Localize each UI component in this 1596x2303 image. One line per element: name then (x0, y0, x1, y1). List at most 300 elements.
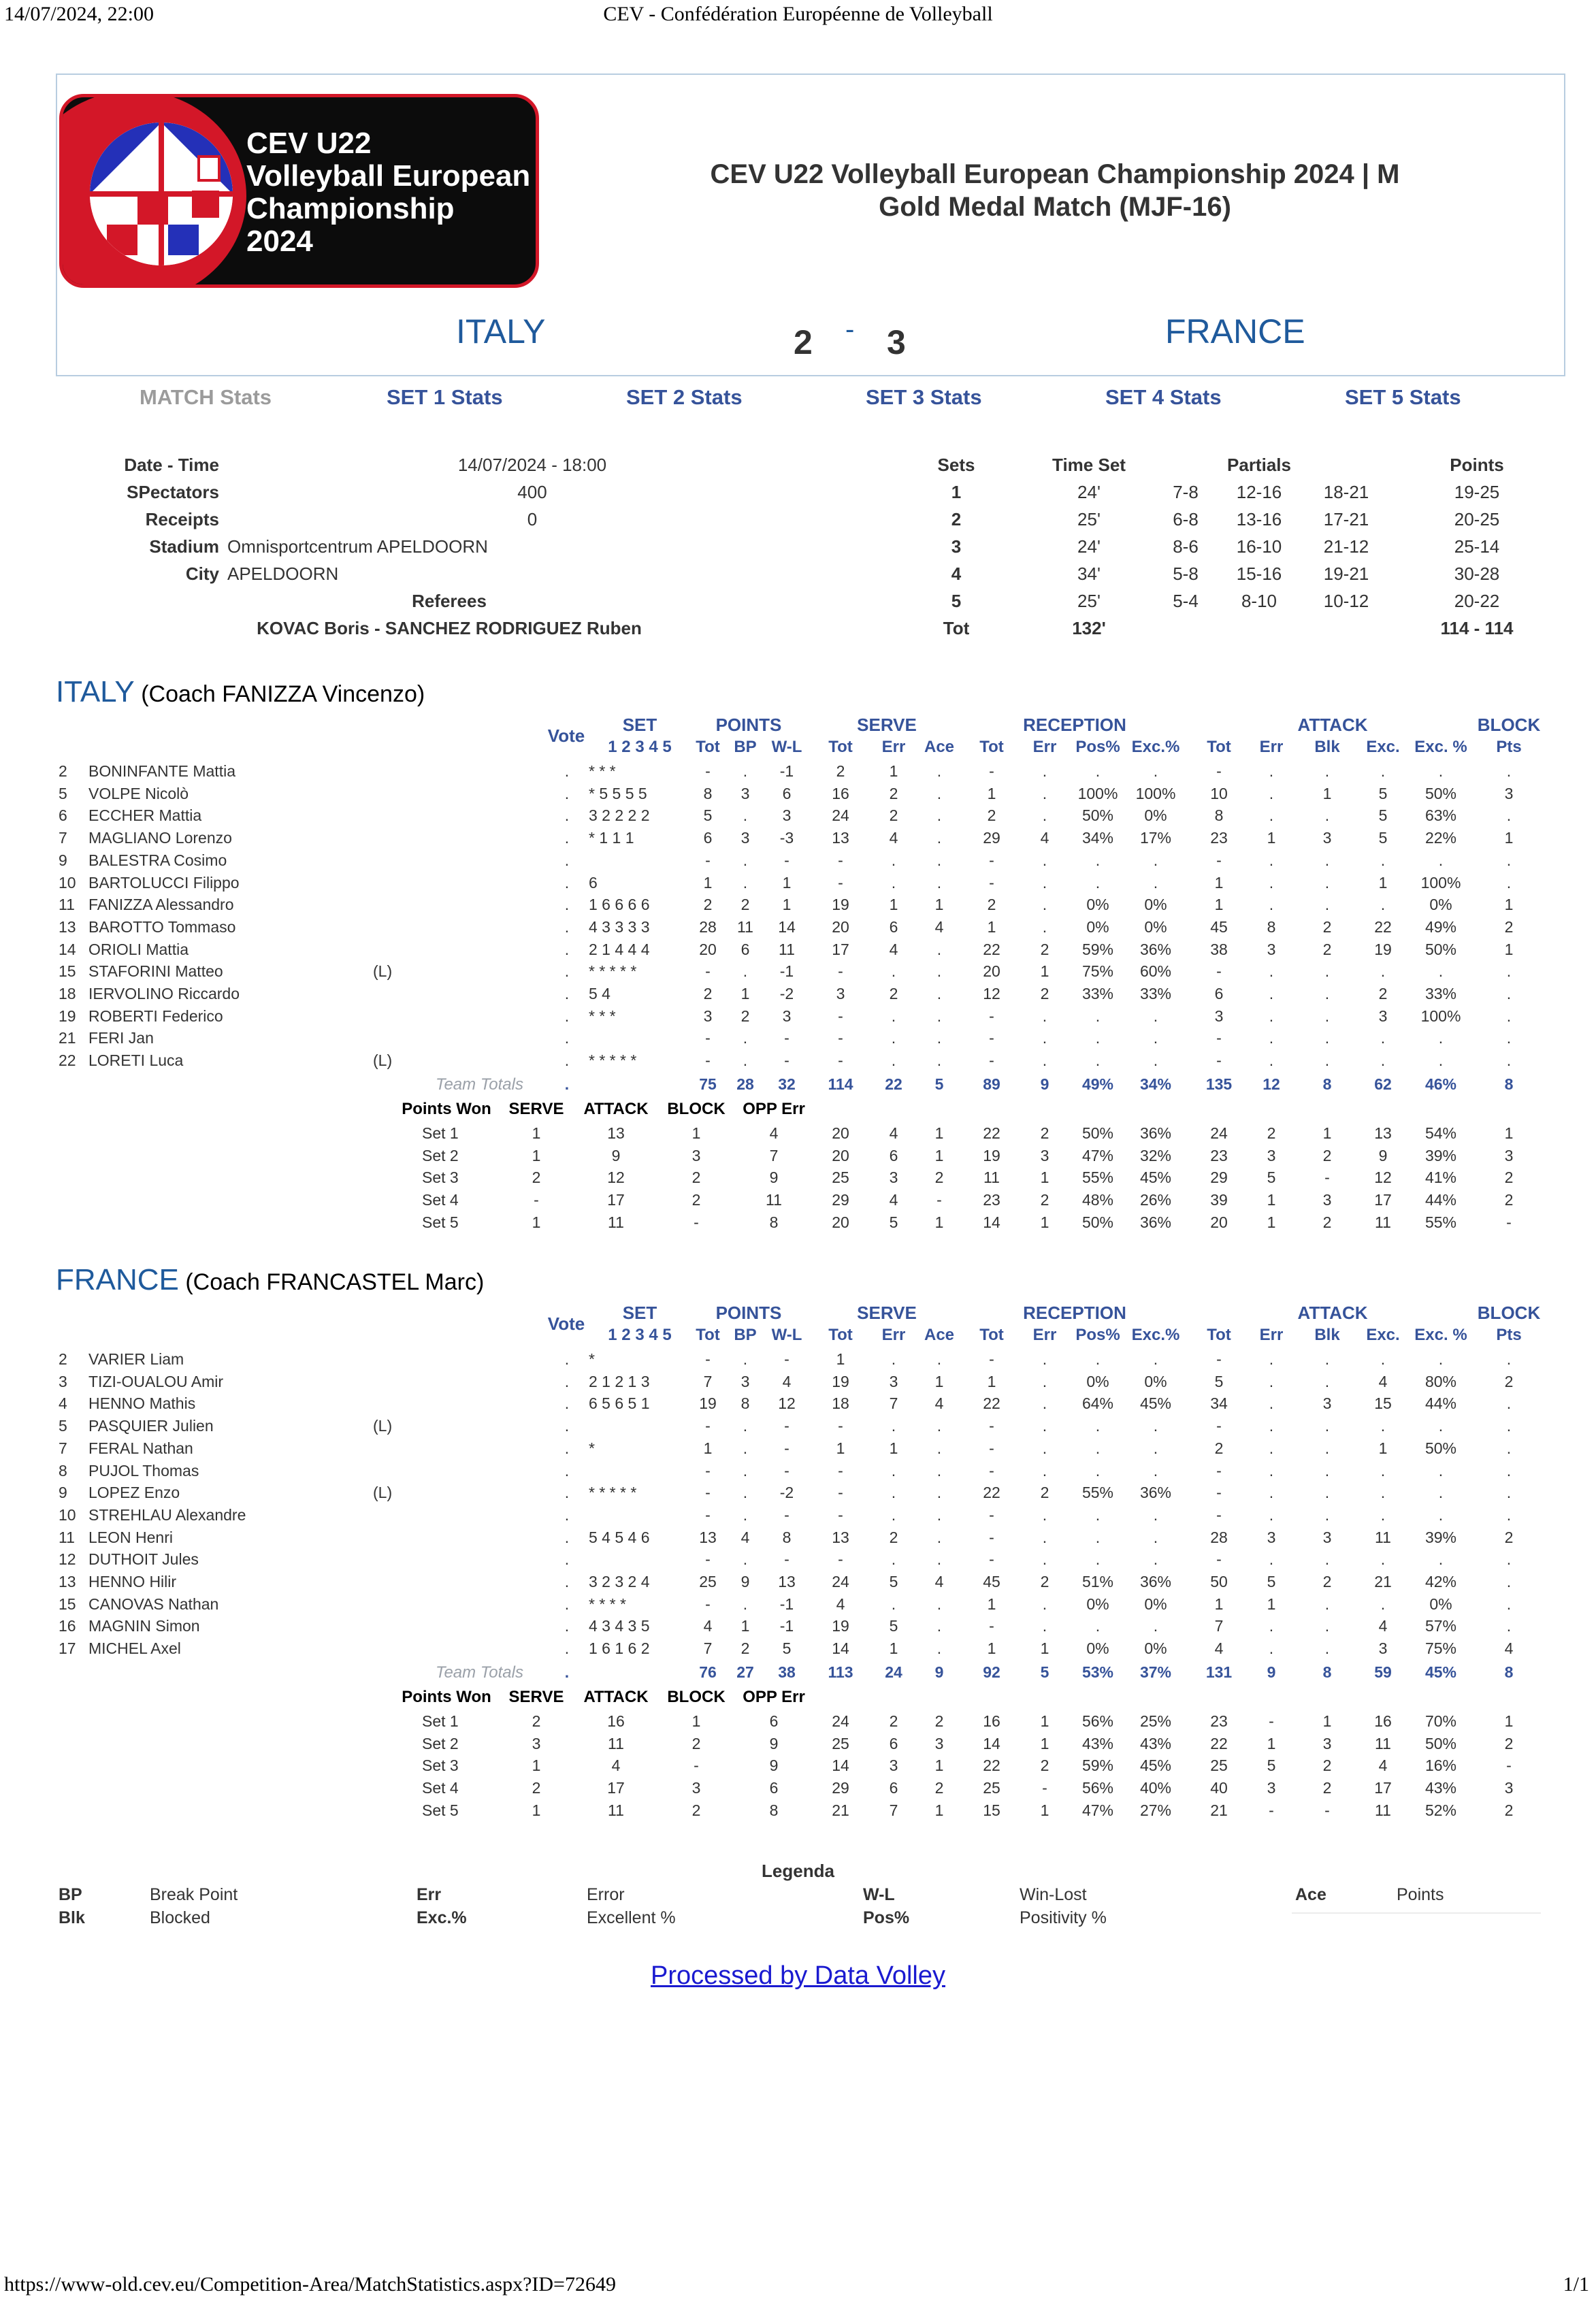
info-value: APELDOORN (227, 564, 339, 584)
player-stat: 28 (699, 917, 717, 936)
player-stat: . (1269, 1484, 1274, 1502)
player-stat: - (838, 1051, 843, 1070)
set-row-stat: 1 (1267, 1734, 1276, 1752)
player-name: IERVOLINO Riccardo (88, 985, 240, 1002)
player-stat: . (1095, 1528, 1101, 1546)
player-stat: 29 (983, 829, 1000, 847)
player-stat: . (1324, 1350, 1330, 1368)
player-stat: - (989, 1350, 994, 1368)
player-stat: . (743, 1484, 748, 1502)
player-stat: . (1380, 962, 1386, 981)
player-stat: 1 (836, 1350, 845, 1368)
player-stat: . (937, 1505, 942, 1524)
team-heading (56, 1263, 484, 1297)
set-row-stat: 2 (1040, 1757, 1049, 1775)
set-row-stat: 1 (532, 1213, 541, 1231)
player-stat: 6 (740, 940, 750, 958)
set-row-stat: 45% (1139, 1757, 1172, 1775)
set-row-stat: 11 (766, 1190, 782, 1209)
player-stat: 0% (1086, 896, 1109, 914)
player-name: MICHEL Axel (88, 1639, 181, 1658)
player-stat: 80% (1424, 1372, 1457, 1390)
player-stat: 19 (832, 1372, 849, 1390)
player-stat: 13 (832, 829, 849, 847)
player-stat: 1 (1504, 940, 1514, 958)
player-stat: 24 (832, 806, 849, 825)
set-time: 25' (1077, 509, 1101, 529)
player-stat: . (937, 873, 942, 892)
player-number: 14 (59, 940, 76, 958)
player-stat: . (1153, 1439, 1158, 1457)
team-total-stat: 135 (1205, 1075, 1233, 1093)
set-row-stat: 3 (691, 1778, 701, 1797)
player-name: CANOVAS Nathan (88, 1595, 219, 1613)
player-number: 21 (59, 1029, 76, 1047)
set-row-stat: 1 (1504, 1712, 1514, 1730)
set-row-stat: 24 (832, 1712, 849, 1730)
player-stat: . (1506, 1505, 1512, 1524)
player-stat: 2 (1504, 1528, 1514, 1546)
player-stat: - (705, 851, 711, 869)
stat-subheader: Tot (979, 1326, 1004, 1344)
player-stat: . (891, 1550, 896, 1569)
set-row-label: Set 1 (422, 1124, 459, 1142)
player-stat: 0% (1144, 917, 1167, 936)
stat-subheader: 1 2 3 4 5 (608, 738, 672, 756)
logo-text: CEV U22 Volleyball European Championship 2024 (246, 127, 531, 258)
player-stat: . (1380, 896, 1386, 914)
player-stat: . (743, 1439, 748, 1457)
player-stat: 1 (1267, 829, 1276, 847)
set-row-stat: 40 (1210, 1778, 1228, 1797)
player-stat: 22 (1374, 917, 1392, 936)
set-time: 132' (1072, 618, 1106, 638)
stat-subheader: Err (1259, 738, 1284, 756)
player-stat: - (838, 873, 843, 892)
set-points: 114 - 114 (1440, 618, 1514, 638)
set-row-stat: 70% (1424, 1712, 1457, 1730)
partials-header: Partials (1227, 455, 1291, 475)
set-row-stat: 14 (983, 1734, 1000, 1752)
player-stat: 5 (1378, 829, 1388, 847)
set-row-stat: 44% (1424, 1190, 1457, 1209)
player-name: FERI Jan (88, 1029, 154, 1047)
player-stat: . (1269, 1461, 1274, 1480)
player-stat: . (1269, 1007, 1274, 1025)
player-stat: 39% (1424, 1528, 1457, 1546)
player-stat: 63% (1424, 806, 1457, 825)
player-stat: 23 (1210, 829, 1228, 847)
tab-set-3-stats[interactable]: SET 3 Stats (866, 385, 982, 409)
player-stat: . (1324, 1051, 1330, 1070)
legend-divider (1292, 1912, 1541, 1914)
player-stat: . (1506, 1007, 1512, 1025)
team-name: FRANCE (56, 1263, 179, 1296)
set-row-stat: 2 (1322, 1757, 1332, 1775)
player-stat: 19 (832, 1617, 849, 1635)
set-row-stat: 2 (532, 1778, 541, 1797)
legend-description: Break Point (150, 1885, 238, 1904)
player-vote: . (564, 1617, 570, 1635)
player-stat: . (1042, 784, 1047, 802)
set-row-stat: 50% (1081, 1213, 1114, 1231)
player-stat: . (1042, 1029, 1047, 1047)
legend-abbreviation: Exc.% (417, 1908, 467, 1927)
player-sets-played: 4 3 4 3 5 (589, 1617, 650, 1635)
player-stat: 8 (1267, 917, 1276, 936)
info-value: Omnisportcentrum APELDOORN (227, 536, 488, 557)
player-stat: 10 (1210, 784, 1228, 802)
stats-tabs (0, 382, 1596, 414)
player-stat: - (1216, 962, 1222, 981)
set-row-label: Set 5 (422, 1801, 459, 1819)
libero-flag: (L) (373, 1051, 393, 1070)
set-row-stat: 25 (832, 1734, 849, 1752)
legend-abbreviation: W-L (863, 1885, 895, 1904)
player-stat: . (891, 1484, 896, 1502)
player-stat: 33% (1081, 985, 1114, 1002)
player-stat: - (838, 851, 843, 869)
player-stat: 2 (1040, 1573, 1049, 1590)
player-stat: . (1269, 1617, 1274, 1635)
player-stat: 6 (703, 829, 713, 847)
player-vote: . (564, 1528, 570, 1546)
player-stat: 0% (1144, 806, 1167, 825)
player-sets-played: * * * * * (589, 1484, 637, 1502)
points-won-header: Points Won (402, 1687, 491, 1706)
player-vote: . (564, 1461, 570, 1480)
player-stat: 0% (1144, 1595, 1167, 1613)
set-row-stat: 16 (1374, 1712, 1392, 1730)
set-row-stat: 20 (832, 1213, 849, 1231)
set-number: 4 (951, 564, 962, 584)
player-number: 15 (59, 1595, 76, 1613)
player-stat: . (1506, 806, 1512, 825)
set-row-stat: 24 (1210, 1124, 1228, 1142)
set-row-stat: 1 (934, 1801, 944, 1819)
player-sets-played: * * * * (589, 1595, 626, 1613)
set-row-stat: 3 (934, 1734, 944, 1752)
player-vote: . (564, 1394, 570, 1413)
player-vote: . (564, 1417, 570, 1435)
libero-flag: (L) (373, 1484, 393, 1502)
team-total-vote: . (564, 1663, 570, 1681)
player-stat: - (705, 1350, 711, 1368)
player-stat: . (1095, 1051, 1101, 1070)
player-stat: - (1216, 1461, 1222, 1480)
tab-set-5-stats[interactable]: SET 5 Stats (1345, 385, 1461, 409)
player-stat: 1 (889, 896, 898, 914)
player-stat: 1 (703, 873, 713, 892)
player-stat: . (1042, 1417, 1047, 1435)
set-row-stat: 1 (532, 1146, 541, 1164)
player-stat: 0% (1144, 896, 1167, 914)
player-stat: 28 (1210, 1528, 1228, 1546)
player-stat: . (1042, 1595, 1047, 1613)
player-stat: 38 (1210, 940, 1228, 958)
player-stat: . (891, 1029, 896, 1047)
player-stat: . (891, 1350, 896, 1368)
player-stat: 1 (934, 1372, 944, 1390)
player-stat: 5 (889, 1573, 898, 1590)
player-stat: 2 (1378, 985, 1388, 1002)
player-stat: 45 (983, 1573, 1000, 1590)
tab-match-stats[interactable]: MATCH Stats (140, 385, 272, 409)
player-name: STAFORINI Matteo (88, 962, 223, 981)
player-number: 11 (59, 1528, 75, 1546)
competition-name: CEV U22 Volleyball European Championship 2024 | M (710, 159, 1400, 189)
legend-abbreviation: Err (417, 1885, 442, 1904)
player-number: 13 (59, 917, 76, 936)
player-stat: - (989, 1461, 994, 1480)
points-won-header: ATTACK (583, 1099, 649, 1118)
player-sets-played: 4 3 3 3 3 (589, 917, 650, 936)
player-number: 5 (59, 1417, 67, 1435)
home-team-name: ITALY (456, 312, 546, 350)
player-stat: . (891, 1595, 896, 1613)
player-stat: 3 (740, 1372, 750, 1390)
player-vote: . (564, 1007, 570, 1025)
player-stat: 2 (740, 1639, 750, 1658)
set-row-stat: 2 (1504, 1801, 1514, 1819)
tab-set-2-stats[interactable]: SET 2 Stats (626, 385, 743, 409)
player-stat: . (1269, 1417, 1274, 1435)
player-stat: 5 (889, 1617, 898, 1635)
player-stat: . (1042, 851, 1047, 869)
player-sets-played: * (589, 1439, 595, 1457)
set-row-label: Set 4 (422, 1190, 459, 1209)
player-stat: 13 (832, 1528, 849, 1546)
set-row-stat: 3 (1267, 1778, 1276, 1797)
set-row-stat: 1 (532, 1124, 541, 1142)
player-stat: 12 (778, 1394, 796, 1413)
info-label: SPectators (127, 482, 219, 502)
player-sets-played: * (589, 1350, 595, 1368)
player-name: BAROTTO Tommaso (88, 917, 236, 936)
player-number: 22 (59, 1051, 76, 1070)
set-row-stat: 11 (983, 1169, 1000, 1187)
player-stat: 4 (934, 917, 944, 936)
set-row-stat: - (534, 1190, 539, 1209)
set-row-label: Set 1 (422, 1712, 459, 1730)
player-stat: . (937, 1051, 942, 1070)
player-stat: 1 (1267, 1595, 1276, 1613)
away-team-name: FRANCE (1165, 312, 1305, 350)
set-row-stat: 2 (1504, 1734, 1514, 1752)
player-stat: . (937, 1417, 942, 1435)
player-vote: . (564, 1439, 570, 1457)
team-total-stat: 34% (1139, 1075, 1172, 1093)
set-row-stat: 5 (889, 1213, 898, 1231)
player-stat: - (705, 1417, 711, 1435)
libero-flag: (L) (373, 962, 393, 981)
player-stat: 1 (1322, 784, 1332, 802)
player-vote: . (564, 962, 570, 981)
player-sets-played: * * * * * (589, 1051, 637, 1070)
info-label: Date - Time (124, 455, 219, 475)
set-row-stat: 21 (1210, 1801, 1228, 1819)
stat-subheader: BP (734, 738, 757, 756)
set-row-stat: 1 (532, 1801, 541, 1819)
player-stat: 50% (1424, 1439, 1457, 1457)
team-total-stat: 38 (778, 1663, 796, 1681)
set-row-stat: 22 (983, 1124, 1000, 1142)
player-stat: . (1095, 1617, 1101, 1635)
print-date: 14/07/2024, 22:00 (4, 3, 154, 25)
set-row-stat: 3 (691, 1146, 701, 1164)
player-stat: . (937, 1528, 942, 1546)
championship-logo (59, 94, 539, 288)
player-stat: . (891, 1007, 896, 1025)
player-stat: 7 (889, 1394, 898, 1413)
set-row-stat: 2 (1040, 1124, 1049, 1142)
player-stat: - (705, 1484, 711, 1502)
tab-set-4-stats[interactable]: SET 4 Stats (1105, 385, 1222, 409)
player-name: VOLPE Nicolò (88, 784, 189, 802)
player-stat: 1 (987, 1595, 996, 1613)
player-stat: . (743, 762, 748, 780)
player-number: 2 (59, 1350, 67, 1368)
sets-header: Sets (937, 455, 975, 475)
player-stat: - (1216, 1505, 1222, 1524)
player-stat: . (1042, 917, 1047, 936)
set-row-stat: - (1269, 1712, 1274, 1730)
set-row-stat: 11 (608, 1213, 624, 1231)
player-number: 6 (59, 806, 67, 825)
player-stat: 1 (987, 1639, 996, 1658)
player-stat: 2 (987, 806, 996, 825)
player-stat: 13 (778, 1573, 796, 1590)
player-name: LEON Henri (88, 1528, 173, 1546)
player-vote: . (564, 762, 570, 780)
player-stat: - (989, 1051, 994, 1070)
player-stat: 50 (1210, 1573, 1228, 1590)
player-name: FANIZZA Alessandro (88, 896, 234, 914)
player-sets-played: 6 (589, 873, 598, 892)
set-row-stat: 23 (1210, 1146, 1228, 1164)
set-row-stat: 21 (832, 1801, 849, 1819)
player-stat: . (743, 1461, 748, 1480)
player-stat: . (1324, 985, 1330, 1002)
player-stat: . (1438, 1350, 1444, 1368)
player-stat: 3 (1378, 1639, 1388, 1658)
set-row-stat: 2 (1322, 1213, 1332, 1231)
player-stat: . (1506, 1617, 1512, 1635)
stat-subheader: Exc.% (1131, 738, 1180, 756)
player-stat: - (838, 1007, 843, 1025)
stat-group-header: ATTACK (1297, 715, 1368, 735)
team-total-stat: 5 (934, 1075, 944, 1093)
player-stat: . (1380, 1051, 1386, 1070)
player-stat: . (1042, 1461, 1047, 1480)
player-stat: . (1324, 1550, 1330, 1569)
player-stat: . (743, 1505, 748, 1524)
player-stat: . (1269, 962, 1274, 981)
player-stat: 1 (1504, 829, 1514, 847)
stat-subheader: Exc. % (1414, 1326, 1467, 1344)
stat-subheader: Err (881, 738, 906, 756)
player-stat: - (838, 1029, 843, 1047)
set-row-stat: 2 (1504, 1169, 1514, 1187)
stat-subheader: Pos% (1075, 1326, 1120, 1344)
player-stat: . (743, 1550, 748, 1569)
player-stat: . (1153, 1007, 1158, 1025)
stat-subheader: Exc. (1366, 1326, 1400, 1344)
set-row-stat: 1 (691, 1712, 701, 1730)
player-stat: . (1324, 1007, 1330, 1025)
set-row-stat: 2 (691, 1801, 701, 1819)
stat-subheader: Ace (924, 738, 955, 756)
player-stat: . (937, 1350, 942, 1368)
set-row-stat: 17 (607, 1190, 625, 1209)
team-heading (56, 675, 425, 709)
player-name: PASQUIER Julien (88, 1417, 214, 1435)
player-name: MAGLIANO Lorenzo (88, 829, 232, 847)
set-row-stat: 59% (1081, 1757, 1114, 1775)
player-stat: -1 (779, 962, 794, 981)
player-stat: - (989, 1617, 994, 1635)
team-total-stat: 8 (1322, 1663, 1332, 1681)
set-row-stat: 6 (769, 1712, 779, 1730)
team-coach: (Coach FRANCASTEL Marc) (178, 1269, 485, 1295)
set-row-stat: 1 (1040, 1801, 1049, 1819)
player-stat: . (1380, 1550, 1386, 1569)
player-vote: . (564, 896, 570, 914)
player-stat: 1 (1214, 896, 1224, 914)
player-stat: 22% (1424, 829, 1457, 847)
set-row-stat: 1 (1040, 1169, 1049, 1187)
player-stat: . (1324, 1595, 1330, 1613)
set-row-stat: 43% (1081, 1734, 1114, 1752)
set-row-stat: 12 (607, 1169, 625, 1187)
player-stat: . (937, 1484, 942, 1502)
player-stat: 51% (1081, 1573, 1114, 1590)
set-row-stat: 4 (611, 1757, 621, 1775)
player-vote: . (564, 1639, 570, 1658)
player-stat: 36% (1139, 1573, 1172, 1590)
player-stat: . (1269, 1394, 1274, 1413)
player-stat: 75% (1081, 962, 1114, 981)
player-stat: 1 (1504, 896, 1514, 914)
set-row-stat: 3 (1322, 1734, 1332, 1752)
set-row-stat: 32% (1139, 1146, 1172, 1164)
set-partial: 15-16 (1236, 564, 1282, 584)
player-stat: . (743, 806, 748, 825)
player-stat: - (705, 762, 711, 780)
player-stat: - (989, 762, 994, 780)
player-number: 5 (59, 784, 67, 802)
player-stat: 3 (703, 1007, 713, 1025)
player-stat: 2 (1214, 1439, 1224, 1457)
player-stat: 3 (740, 784, 750, 802)
player-vote: . (564, 1550, 570, 1569)
team-total-stat: 9 (1267, 1663, 1276, 1681)
player-number: 7 (59, 829, 67, 847)
player-stat: . (743, 873, 748, 892)
player-stat: 8 (740, 1394, 750, 1413)
player-stat: - (989, 851, 994, 869)
set-row-stat: 4 (1378, 1757, 1388, 1775)
player-stat: 2 (1504, 917, 1514, 936)
player-stat: . (1438, 851, 1444, 869)
player-vote: . (564, 1029, 570, 1047)
player-stat: . (1042, 896, 1047, 914)
player-stat: 0% (1086, 1372, 1109, 1390)
tab-set-1-stats[interactable]: SET 1 Stats (387, 385, 503, 409)
player-stat: 22 (983, 1484, 1000, 1502)
player-number: 13 (59, 1573, 76, 1590)
data-volley-link[interactable]: Processed by Data Volley (650, 1961, 945, 1990)
